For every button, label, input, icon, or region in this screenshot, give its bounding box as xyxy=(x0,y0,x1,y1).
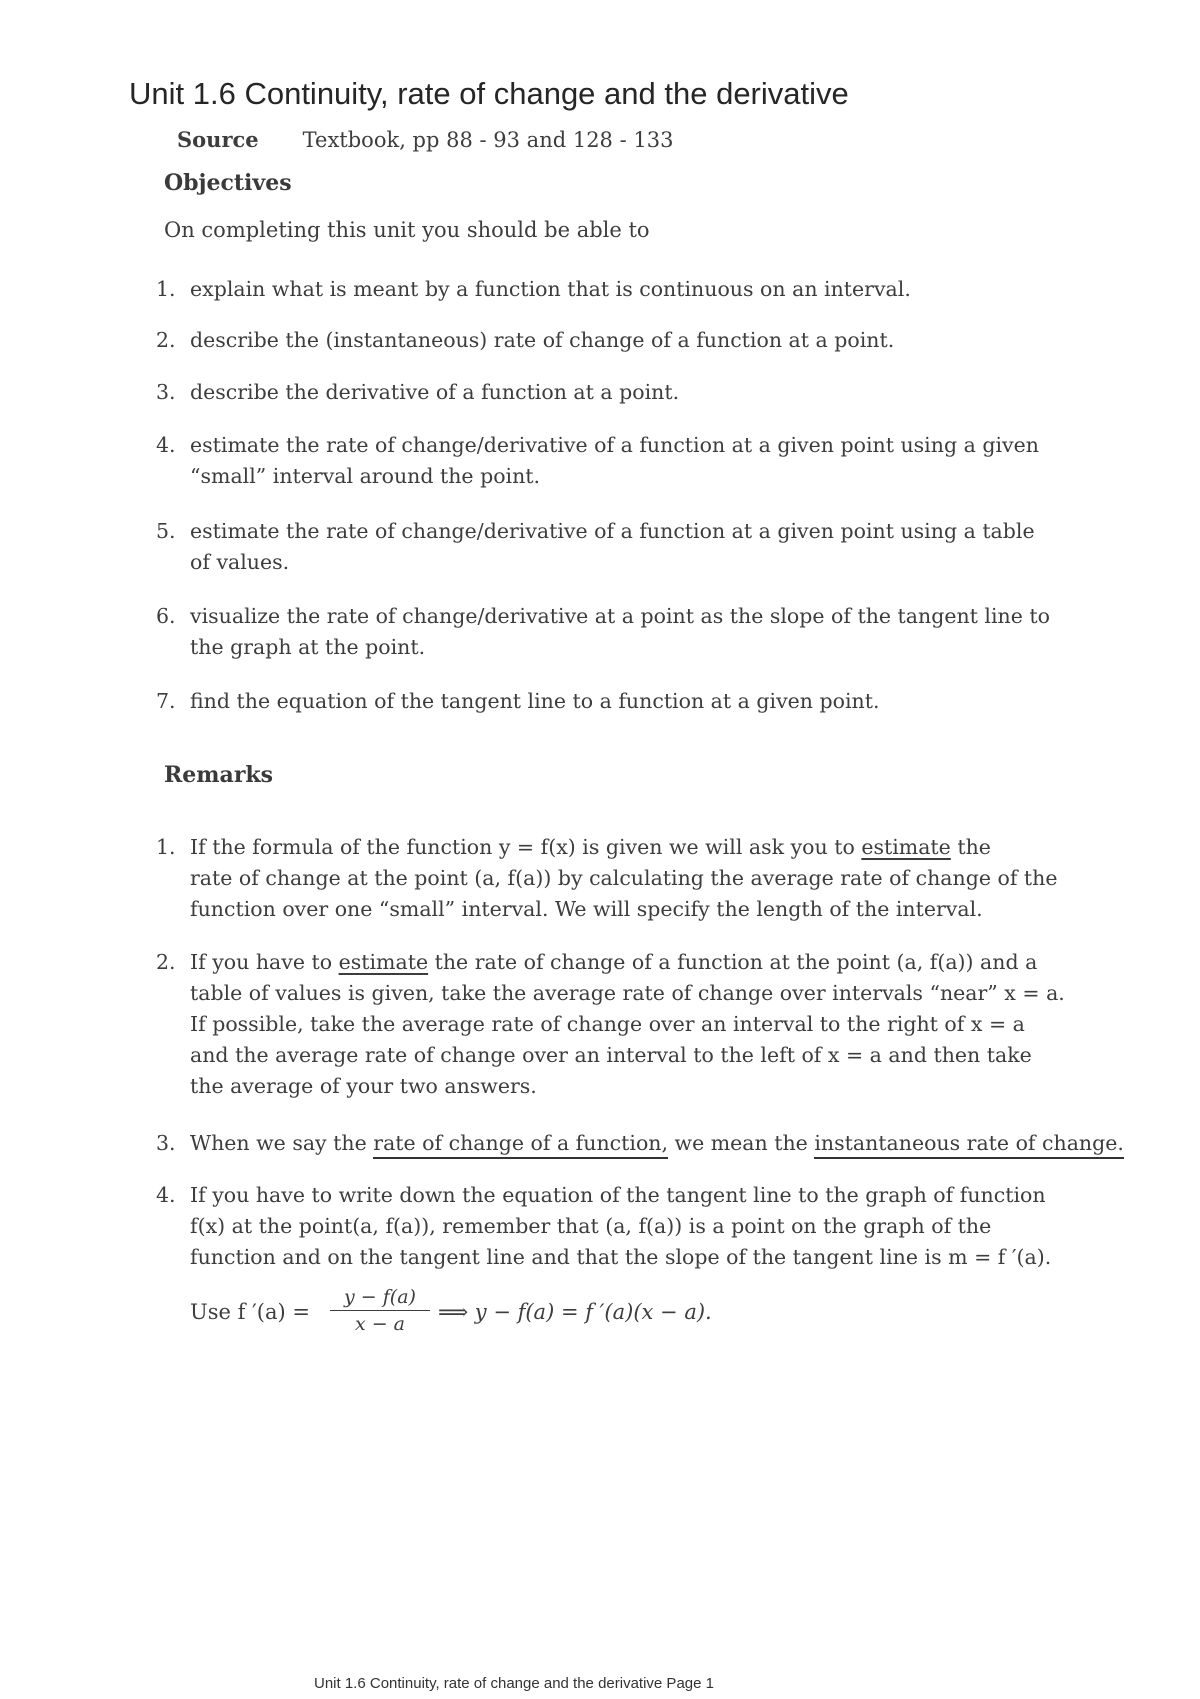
remark-line: and the average rate of change over an interval to the left of x = a and then take xyxy=(190,1043,1032,1067)
underlined-word: estimate xyxy=(338,950,429,974)
objective-text: visualize the rate of change/derivative at a point as the slope of the tangent line to xyxy=(190,604,1050,628)
objectives-intro: On completing this unit you should be able to xyxy=(164,218,650,242)
source-line xyxy=(177,127,673,152)
remark-line: rate of change at the point (a, f(a)) by calculating the average rate of change of the xyxy=(190,866,1058,890)
objective-item-5 xyxy=(156,516,1146,578)
remark-line: the average of your two answers. xyxy=(190,1074,537,1098)
remark-line xyxy=(190,1128,1146,1159)
objective-text: describe the (instantaneous) rate of change of a function at a point. xyxy=(190,328,895,352)
objective-item-1 xyxy=(156,274,1146,305)
objective-number: 1. xyxy=(156,277,176,301)
objective-number: 2. xyxy=(156,328,176,352)
remark-item-4 xyxy=(156,1180,1146,1273)
objective-number: 5. xyxy=(156,519,176,543)
remark-text: the xyxy=(950,835,991,859)
objective-text: “small” interval around the point. xyxy=(190,464,541,488)
objective-text: of values. xyxy=(190,550,290,574)
remark-number: 1. xyxy=(156,835,176,859)
underlined-phrase: instantaneous rate of change. xyxy=(814,1131,1124,1159)
objective-text: describe the derivative of a function at a point. xyxy=(190,380,680,404)
underlined-phrase: rate of change of a function, xyxy=(373,1131,668,1159)
objectives-heading: Objectives xyxy=(164,170,292,196)
remark-line: f(x) at the point(a, f(a)), remember that (a, f(a)) is a point on the graph of the xyxy=(190,1214,992,1238)
fraction-numerator: y − f(a) xyxy=(330,1286,430,1311)
objective-number: 3. xyxy=(156,380,176,404)
remark-text: When we say the xyxy=(190,1131,367,1155)
objective-number: 4. xyxy=(156,433,176,457)
remark-line: If possible, take the average rate of change over an interval to the right of x = a xyxy=(190,1012,1025,1036)
objective-number: 6. xyxy=(156,604,176,628)
objective-text: explain what is meant by a function that is continuous on an interval. xyxy=(190,277,911,301)
remark-item-1 xyxy=(156,832,1146,925)
formula-prefix: Use f ′(a) = xyxy=(190,1300,310,1324)
underlined-word: estimate xyxy=(861,835,951,859)
remark-line: table of values is given, take the average rate of change over intervals “near” x = a. xyxy=(190,981,1065,1005)
remark-line: function over one “small” interval. We will specify the length of the interval. xyxy=(190,897,983,921)
objective-text: find the equation of the tangent line to a function at a given point. xyxy=(190,689,880,713)
formula-fraction xyxy=(330,1286,430,1335)
page-footer: Unit 1.6 Continuity, rate of change and the derivative Page 1 xyxy=(314,1675,714,1692)
objective-text: estimate the rate of change/derivative of a function at a given point using a table xyxy=(190,519,1035,543)
formula-result: ⟹ y − f(a) = f ′(a)(x − a). xyxy=(438,1300,712,1324)
source-value: Textbook, pp 88 - 93 and 128 - 133 xyxy=(302,128,674,152)
page-title: Unit 1.6 Continuity, rate of change and the derivative xyxy=(129,76,849,111)
remarks-heading: Remarks xyxy=(164,762,274,788)
objective-item-6 xyxy=(156,601,1146,663)
remark-item-3 xyxy=(156,1128,1146,1159)
remark-line: function and on the tangent line and that the slope of the tangent line is m = f ′(a). xyxy=(190,1245,1052,1269)
remark-text: we mean the xyxy=(668,1131,815,1155)
source-label: Source xyxy=(177,127,259,152)
remark-number: 4. xyxy=(156,1183,176,1207)
objective-text: estimate the rate of change/derivative of a function at a given point using a given xyxy=(190,433,1039,457)
remark-text: If the formula of the function y = f(x) is given we will ask you to xyxy=(190,835,862,859)
remark-line: If you have to write down the equation of the tangent line to the graph of function xyxy=(190,1183,1046,1207)
remark-item-2 xyxy=(156,947,1146,1102)
fraction-denominator: x − a xyxy=(354,1313,406,1335)
objective-item-7 xyxy=(156,686,1146,717)
remark-line xyxy=(190,947,1146,978)
objective-item-4 xyxy=(156,430,1146,492)
remark-number: 3. xyxy=(156,1131,176,1155)
remark-number: 2. xyxy=(156,950,176,974)
objective-number: 7. xyxy=(156,689,176,713)
objective-item-3 xyxy=(156,377,1146,408)
remark-text: If you have to xyxy=(190,950,339,974)
remark-text: the rate of change of a function at the point (a, f(a)) and a xyxy=(428,950,1038,974)
objective-item-2 xyxy=(156,325,1146,356)
remark-line xyxy=(190,832,1146,863)
objective-text: the graph at the point. xyxy=(190,635,426,659)
